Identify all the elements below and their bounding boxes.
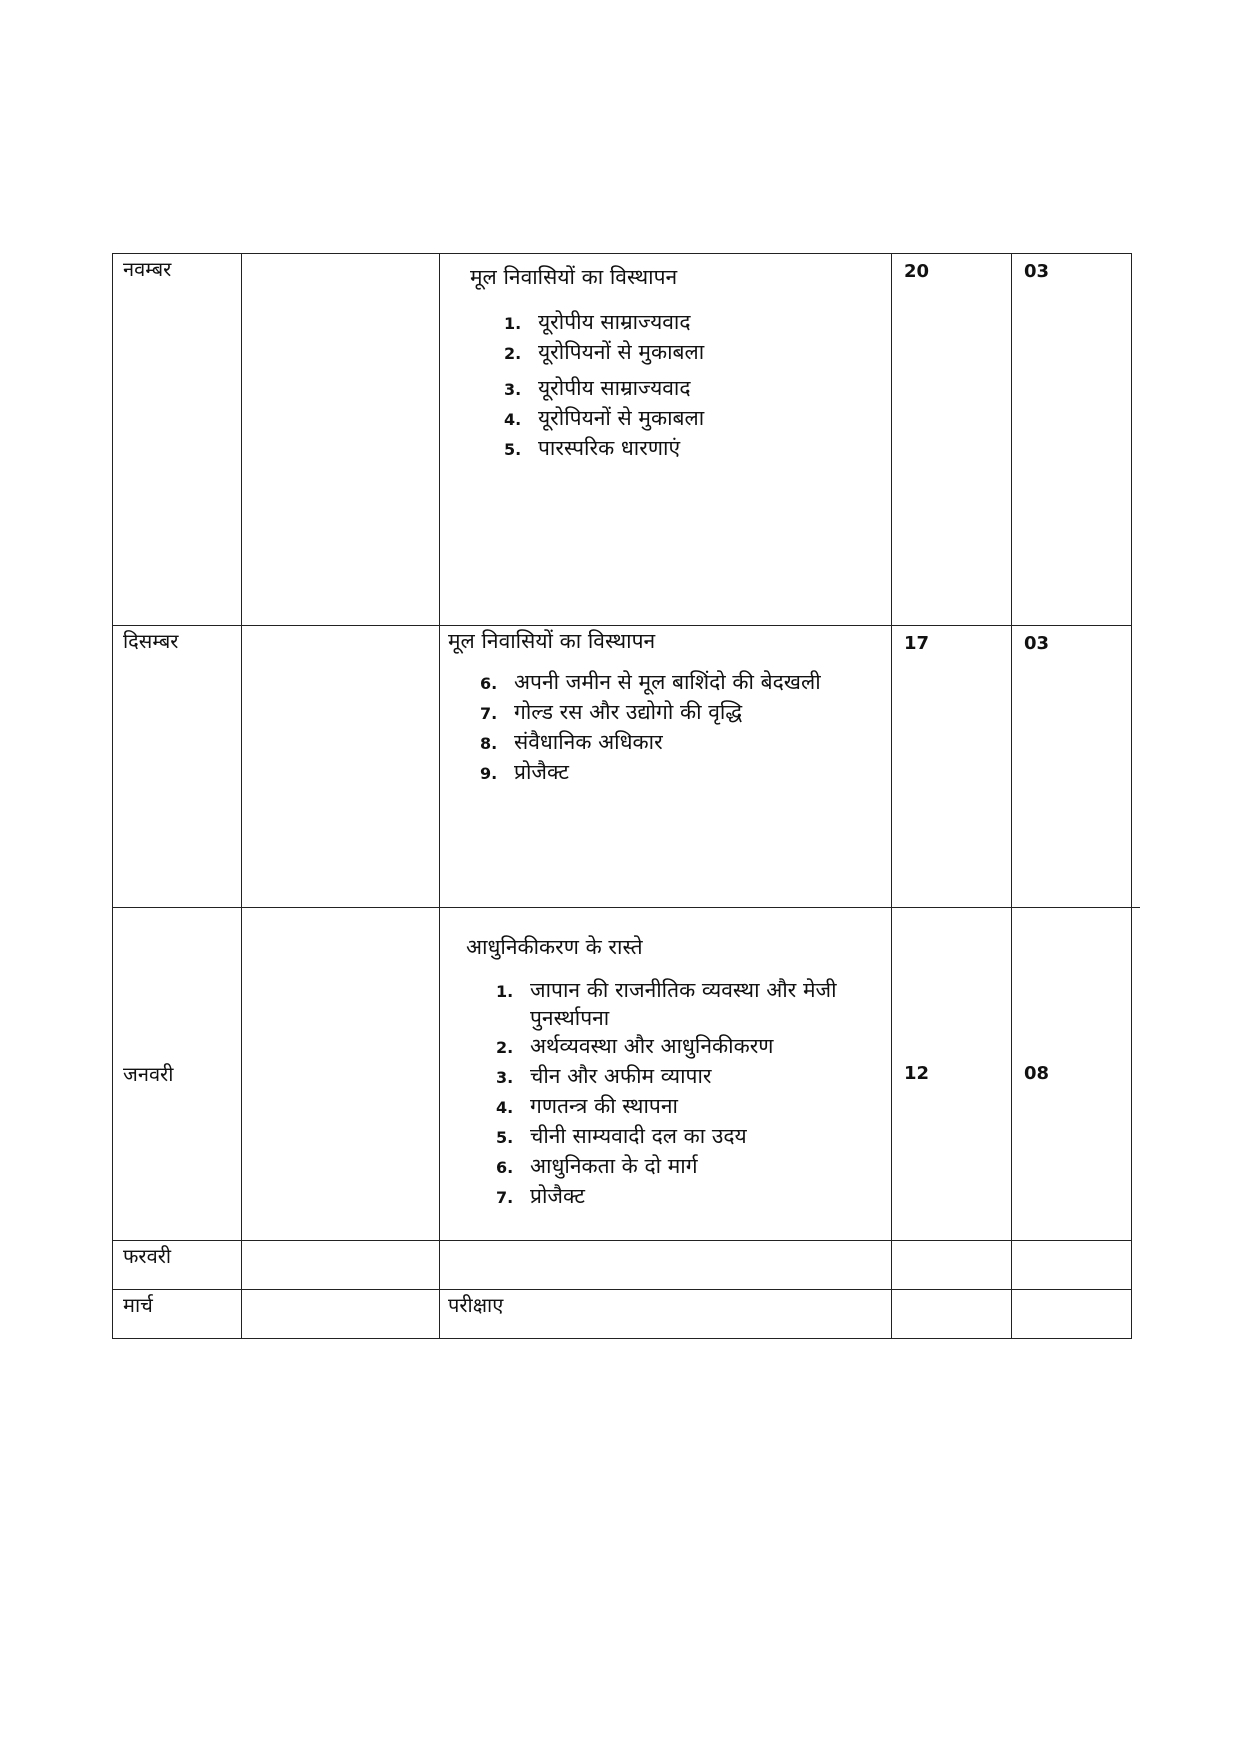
list-item: 3. यूरोपीय साम्राज्यवाद (504, 376, 691, 400)
table-row-january (113, 908, 1132, 1241)
table-row-december (113, 626, 1132, 908)
list-item: 3. चीन और अफीम व्यापार (496, 1064, 712, 1088)
list-item: 7. प्रोजैक्ट (496, 1184, 585, 1208)
topic-heading: आधुनिकीकरण के रास्ते (466, 935, 643, 959)
periods-cell (1012, 908, 1132, 1241)
empty-cell (242, 254, 440, 626)
topic-cell (440, 254, 892, 626)
periods-cell (1012, 1290, 1132, 1339)
empty-cell (242, 1241, 440, 1290)
topic-cell (440, 1241, 892, 1290)
periods-cell (1012, 254, 1132, 626)
table-row-february (113, 1241, 1132, 1290)
list-item: 7. गोल्ड रस और उद्योगो की वृद्धि (480, 700, 743, 724)
days-value: 17 (904, 633, 930, 654)
days-cell (892, 254, 1012, 626)
month-label: नवम्बर (123, 257, 172, 281)
days-value (892, 1241, 1011, 1246)
periods-value: 03 (1024, 261, 1050, 282)
list-item: 2. अर्थव्यवस्था और आधुनिकीकरण (496, 1034, 774, 1058)
list-item: 1. यूरोपीय साम्राज्यवाद (504, 310, 691, 334)
periods-value (1012, 1241, 1131, 1246)
periods-value (1012, 1290, 1131, 1295)
days-cell (892, 908, 1012, 1241)
list-item: 1. जापान की राजनीतिक व्यवस्था और मेजी पुनर्स्थापना (496, 978, 837, 1030)
empty-cell (242, 626, 440, 908)
table-row-november (113, 254, 1132, 626)
month-label: दिसम्बर (123, 629, 179, 653)
subtopic-list (480, 668, 840, 788)
list-item: 9. प्रोजैक्ट (480, 760, 569, 784)
days-value: 20 (904, 261, 930, 282)
month-cell (113, 1241, 242, 1290)
periods-value: 08 (1024, 1063, 1050, 1084)
days-cell (892, 1241, 1012, 1290)
month-label: फरवरी (123, 1244, 172, 1268)
subtopic-list (504, 308, 891, 464)
month-cell (113, 626, 242, 908)
days-cell (892, 1290, 1012, 1339)
topic-heading: मूल निवासियों का विस्थापन (448, 629, 656, 653)
periods-cell (1012, 626, 1132, 908)
list-item: 4. यूरोपियनों से मुकाबला (504, 406, 705, 430)
subtopic-list (496, 976, 866, 1212)
topic-cell (440, 1290, 892, 1339)
syllabus-table (112, 253, 1132, 1339)
periods-cell (1012, 1241, 1132, 1290)
list-item: 4. गणतन्त्र की स्थापना (496, 1094, 678, 1118)
days-value: 12 (904, 1063, 930, 1084)
topic-heading: परीक्षाए (448, 1293, 504, 1317)
topic-heading (440, 1241, 891, 1243)
list-item: 5. पारस्परिक धारणाएं (504, 436, 681, 460)
list-item: 8. संवैधानिक अधिकार (480, 730, 663, 754)
list-item: 5. चीनी साम्यवादी दल का उदय (496, 1124, 747, 1148)
empty-cell (242, 1290, 440, 1339)
row-divider-extension (1131, 907, 1140, 908)
month-label: मार्च (123, 1293, 153, 1317)
month-cell (113, 908, 242, 1241)
month-cell (113, 254, 242, 626)
periods-value: 03 (1024, 633, 1050, 654)
month-label: जनवरी (123, 1062, 174, 1086)
list-item: 2. यूरोपियनों से मुकाबला (504, 340, 705, 364)
topic-heading: मूल निवासियों का विस्थापन (470, 265, 678, 289)
list-item: 6. आधुनिकता के दो मार्ग (496, 1154, 698, 1178)
days-value (892, 1290, 1011, 1295)
days-cell (892, 626, 1012, 908)
table-row-march (113, 1290, 1132, 1339)
list-item: 6. अपनी जमीन से मूल बाशिंदो की बेदखली (480, 670, 821, 694)
empty-cell (242, 908, 440, 1241)
month-cell (113, 1290, 242, 1339)
topic-cell (440, 626, 892, 908)
topic-cell (440, 908, 892, 1241)
